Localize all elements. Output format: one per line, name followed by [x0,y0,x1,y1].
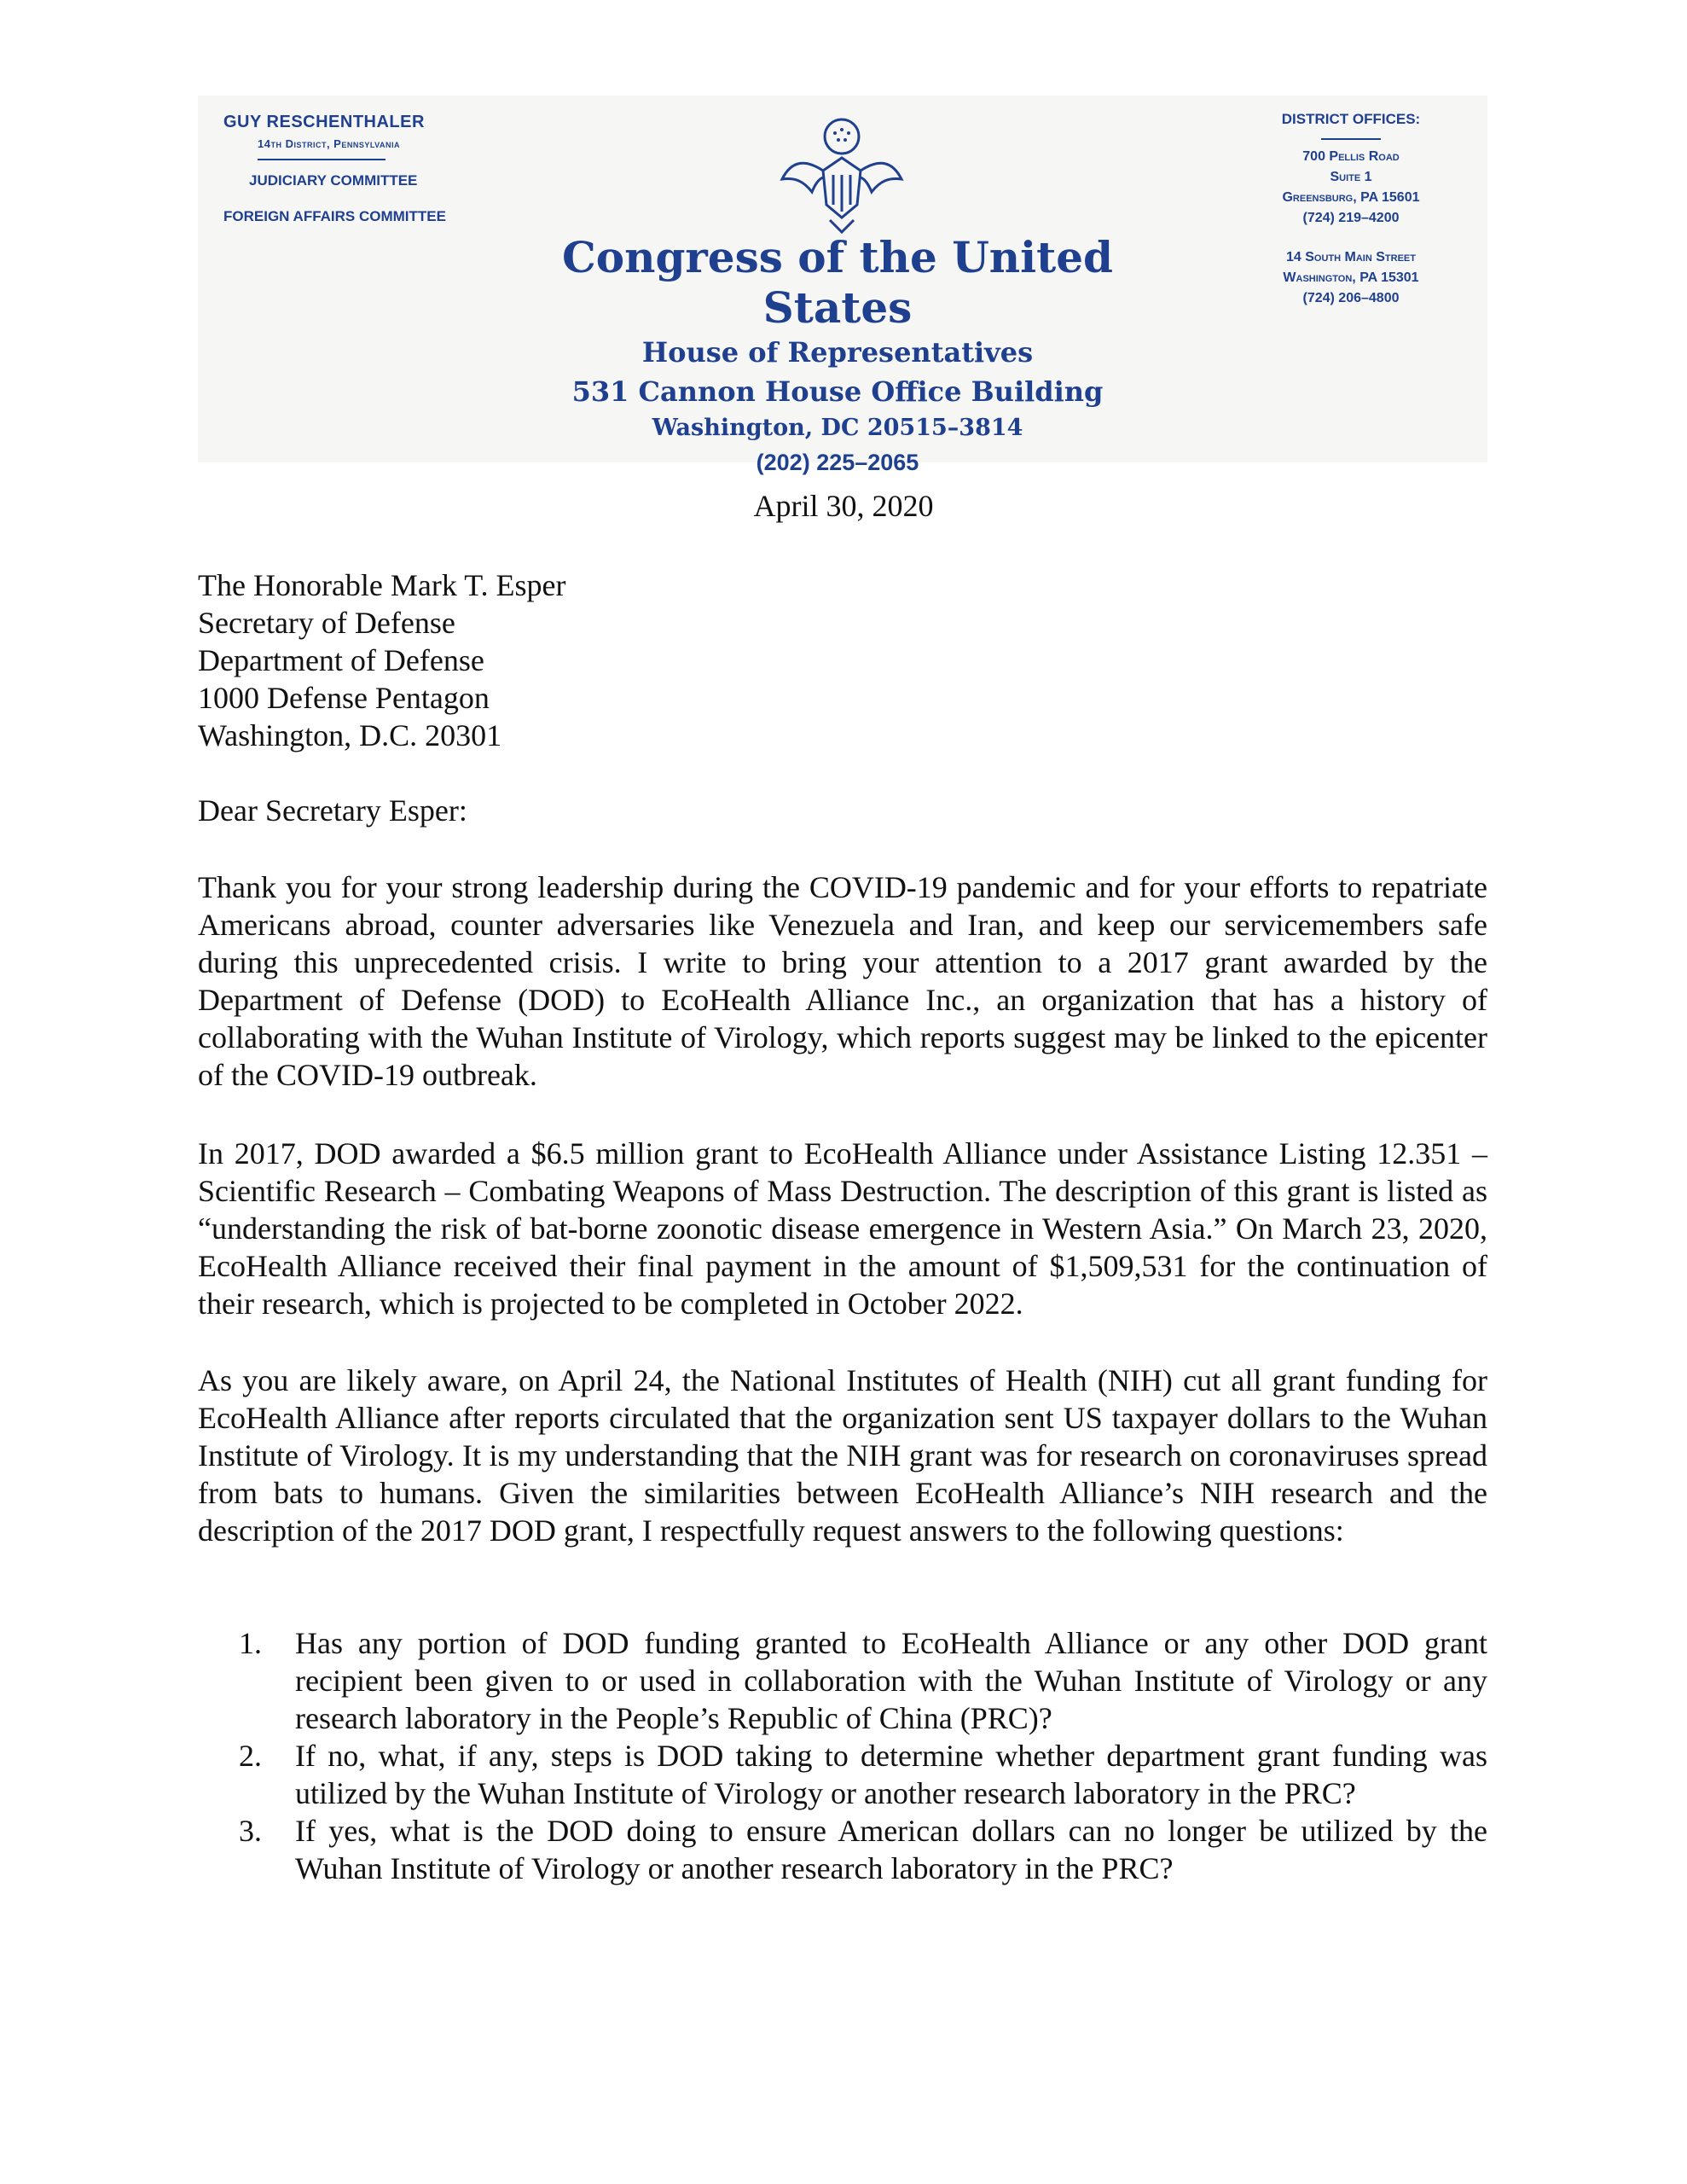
house-title: House of Representatives [641,336,1034,369]
list-number: 1. [239,1626,262,1660]
office1-line: 700 Pellis Road [1302,149,1400,164]
committee-foreign-affairs: FOREIGN AFFAIRS COMMITTEE [223,208,446,224]
recipient-address [198,566,1487,754]
office2-line: 14 South Main Street [1286,250,1416,264]
question-text: If yes, what is the DOD doing to ensure American dollars can no longer be utilized by the Wuhan Institute of Virology or another research laboratory in the PRC? [295,1814,1487,1885]
office1-line: Greensburg, PA 15601 [1282,190,1420,205]
salutation: Dear Secretary Esper: [198,793,467,828]
paragraph: In 2017, DOD awarded a $6.5 million grant to EcoHealth Alliance under Assistance Listing 12.351 – Scientific Research – Combating Weapons of Mass Destruction. The description of this grant is listed as “understanding the risk of bat-borne zoonotic disease emergence in Western Asia.” On March 23, 2020, EcoHealth Alliance received their final payment in the amount of $1,509,531 for the continuation of their research, which is projected to be completed in October 2022. [198,1136,1487,1321]
paragraph: Thank you for your strong leadership during the COVID-19 pandemic and for your efforts to repatriate Americans abroad, counter adversaries like Venezuela and Iran, and keep our servicemembers safe during this unprecedented crisis. I write to bring your attention to a 2017 grant awarded by the Department of Defense (DOD) to EcoHealth Alliance Inc., an organization that has a history of collaborating with the Wuhan Institute of Virology, which reports suggest may be linked to the epicenter of the COVID-19 outbreak. [198,870,1487,1092]
recipient-line: Washington, D.C. 20301 [198,718,502,752]
office2-line: (724) 206–4800 [1302,291,1400,305]
recipient-line: Secretary of Defense [198,606,455,640]
office1-line: Suite 1 [1330,170,1372,184]
paragraph: As you are likely aware, on April 24, the National Institutes of Health (NIH) cut all grant funding for EcoHealth Alliance after reports circulated that the organization sent US taxpayer dollars to the Wuhan Institute of Virology. It is my understanding that the NIH grant was for research on coronaviruses spread from bats to humans. Given the similarities between EcoHealth Alliance’s NIH research and the description of the 2017 DOD grant, I respectfully request answers to the following questions: [198,1363,1487,1548]
committee-judiciary: JUDICIARY COMMITTEE [249,172,418,189]
member-block [223,113,446,225]
question-text: If no, what, if any, steps is DOD taking to determine whether department grant funding was utilized by the Wuhan Institute of Virology or another research laboratory in the PRC? [295,1739,1487,1810]
office-building: 531 Cannon House Office Building [571,375,1104,408]
recipient-line: Department of Defense [198,643,484,677]
office1-line: (724) 219–4200 [1302,211,1400,225]
list-item [239,1624,1487,1737]
recipient-line: The Honorable Mark T. Esper [198,568,566,602]
divider [258,159,386,160]
office-phone: (202) 225–2065 [756,450,919,475]
congressional-seal-icon [774,111,910,239]
question-text: Has any portion of DOD funding granted to EcoHealth Alliance or any other DOD grant recipient been given to or used in collaboration with the Wuhan Institute of Virology or any research laboratory in the People’s Republic of China (PRC)? [295,1626,1487,1735]
list-number: 2. [239,1739,262,1773]
office-city: Washington, DC 20515–3814 [652,415,1023,441]
divider [1321,138,1381,140]
letterhead-center [539,232,1136,476]
district-offices-heading: DISTRICT OFFICES: [1281,111,1421,127]
member-name: GUY RESCHENTHALER [223,113,425,131]
list-item [239,1737,1487,1812]
congress-title: Congress of the United States [561,232,1114,333]
list-number: 3. [239,1814,262,1848]
office2-line: Washington, PA 15301 [1283,270,1419,285]
letterhead [198,96,1487,475]
member-district: 14th District, Pennsylvania [258,137,401,150]
list-item [239,1812,1487,1887]
district-offices [1240,111,1462,309]
letter-date: April 30, 2020 [753,489,934,523]
recipient-line: 1000 Defense Pentagon [198,681,490,715]
